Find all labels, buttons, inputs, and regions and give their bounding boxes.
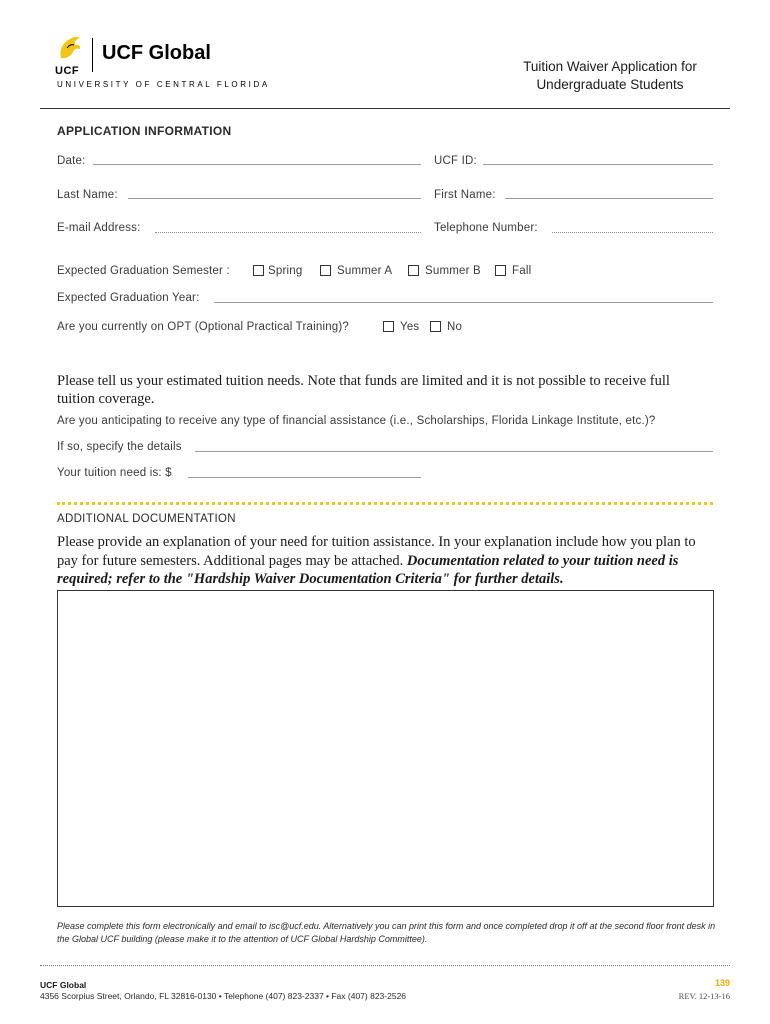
opt-no-label: No [447,321,463,333]
gold-divider [57,502,713,505]
ucf-logo [55,34,85,77]
header-rule [40,108,730,109]
tuition-need-field[interactable] [188,477,421,478]
checkbox-opt-yes[interactable] [383,321,394,332]
phone-field[interactable] [552,232,713,233]
checkbox-summer-b[interactable] [408,265,419,276]
details-label: If so, specify the details [57,441,182,453]
checkbox-fall[interactable] [495,265,506,276]
brand-name: UCF Global [102,42,211,64]
ucf-id-label: UCF ID: [434,155,477,167]
application-section-title: APPLICATION INFORMATION [57,124,232,138]
option-spring-label: Spring [268,265,303,277]
footer-org: UCF Global [40,980,87,990]
assistance-question: Are you anticipating to receive any type of financial assistance (i.e., Scholarships, Florida Linkage Institute, etc.)? [57,415,656,427]
email-label: E-mail Address: [57,222,141,234]
option-summer-b-label: Summer B [425,265,481,277]
form-title-line2: Undergraduate Students [536,77,684,92]
page-number: 139 [714,978,730,988]
submission-instructions: Please complete this form electronically and email to isc@ucf.edu. Alternatively you can print this form and once completed drop it off at the second floor front desk in the Global UCF building (please make it to the attention of UCF Global Hardship Committee). [57,921,716,944]
form-title [480,58,740,94]
opt-label: Are you currently on OPT (Optional Practical Training)? [57,321,350,333]
tuition-intro: Please tell us your estimated tuition needs. Note that funds are limited and it is not possible to receive full tuition coverage. [57,373,670,407]
university-name: UNIVERSITY OF CENTRAL FLORIDA [57,80,270,89]
footer-divider [40,965,730,966]
form-title-line1: Tuition Waiver Application for [523,59,697,74]
grad-year-field[interactable] [214,302,713,303]
first-name-field[interactable] [505,198,713,199]
email-field[interactable] [155,232,421,233]
ucf-id-field[interactable] [483,164,713,165]
date-label: Date: [57,155,86,167]
grad-year-label: Expected Graduation Year: [57,292,200,304]
details-field[interactable] [195,451,713,452]
checkbox-opt-no[interactable] [430,321,441,332]
documentation-intro-plain: Please provide an explanation of your need for tuition assistance. In your explanation include how you plan to pay for future semesters. Additional pages may be attached. [57,534,696,569]
checkbox-summer-a[interactable] [320,265,331,276]
revision: REV. 12-13-16 [678,991,730,1001]
opt-yes-label: Yes [400,321,420,333]
logo-divider [92,38,93,72]
logo-mark-text: UCF [55,65,80,77]
tuition-need-label: Your tuition need is: $ [57,467,172,479]
option-fall-label: Fall [512,265,532,277]
phone-label: Telephone Number: [434,222,538,234]
checkbox-spring[interactable] [253,265,264,276]
grad-semester-label: Expected Graduation Semester : [57,265,230,277]
documentation-section-title: ADDITIONAL DOCUMENTATION [57,513,236,525]
explanation-textbox[interactable] [57,590,714,907]
last-name-label: Last Name: [57,189,118,201]
footer-address: 4356 Scorpius Street, Orlando, FL 32816-0130 • Telephone (407) 823-2337 • Fax (407) 823-2526 [40,991,407,1001]
option-summer-a-label: Summer A [337,265,393,277]
documentation-intro-emphasis: Documentation related to your tuition need is required; refer to the "Hardship Waiver Documentation Criteria" for further details. [57,552,679,587]
first-name-label: First Name: [434,189,496,201]
pegasus-icon [55,34,85,62]
date-field[interactable] [93,164,421,165]
last-name-field[interactable] [128,198,421,199]
documentation-intro [57,533,713,589]
